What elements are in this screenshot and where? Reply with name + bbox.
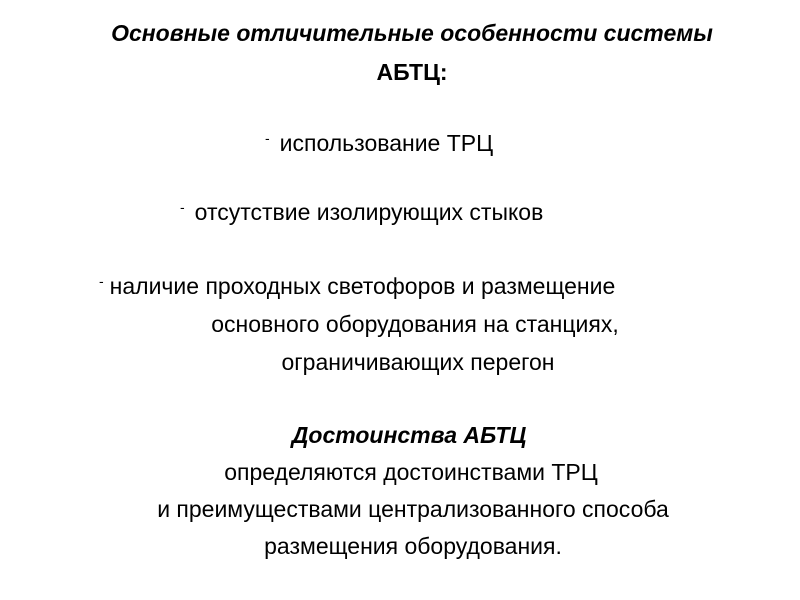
bullet-item-3-line-3: ограничивающих перегон xyxy=(281,349,555,375)
bullet-dash-icon: - xyxy=(99,273,104,289)
advantages-line-2: и преимуществами централизованного способа xyxy=(157,496,669,522)
slide-title-line1: Основные отличительные особенности системы xyxy=(111,20,713,46)
advantages-line-1: определяются достоинствами ТРЦ xyxy=(224,459,598,485)
advantages-line-3: размещения оборудования. xyxy=(264,533,562,559)
advantages-heading: Достоинства АБТЦ xyxy=(291,422,527,448)
bullet-text: наличие проходных светофоров и размещение xyxy=(109,273,616,299)
slide-title-line2: АБТЦ: xyxy=(376,59,448,85)
bullet-text: отсутствие изолирующих стыков xyxy=(194,199,544,225)
bullet-dash-icon: - xyxy=(180,199,185,215)
bullet-item-3-line-2: основного оборудования на станциях, xyxy=(211,311,619,337)
bullet-item-3-line-1 xyxy=(99,273,615,300)
bullet-item-2 xyxy=(180,199,543,226)
bullet-dash-icon: - xyxy=(265,130,270,146)
bullet-item-1 xyxy=(265,130,493,157)
bullet-text: использование ТРЦ xyxy=(279,130,494,156)
